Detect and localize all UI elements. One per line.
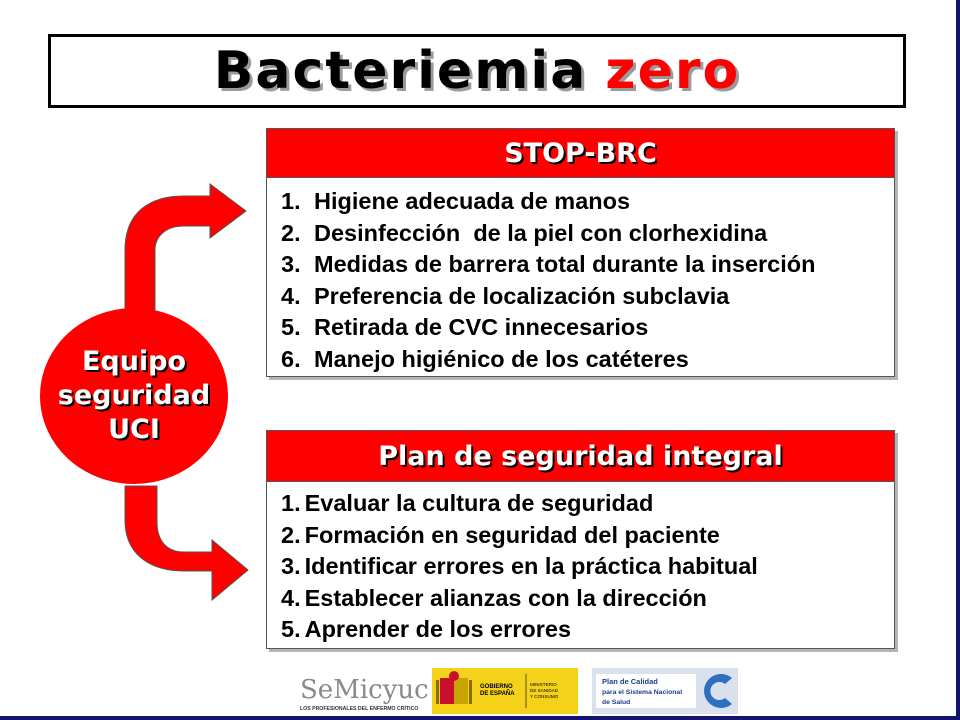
svg-text:Y CONSUMO: Y CONSUMO bbox=[530, 694, 559, 699]
arrow-down-to-plan bbox=[125, 486, 248, 600]
svg-text:DE SANIDAD: DE SANIDAD bbox=[530, 688, 559, 693]
semicyuc-name: SeMicyuc bbox=[300, 675, 429, 705]
list-item: 4. Establecer alianzas con la dirección bbox=[281, 584, 707, 611]
team-node-line-1: Equipo bbox=[81, 346, 187, 377]
safety-plan-list bbox=[267, 482, 894, 646]
stop-brc-list bbox=[267, 178, 894, 375]
list-item: 6. Manejo higiénico de los catéteres bbox=[281, 345, 689, 372]
quality-plan-logo bbox=[592, 668, 738, 714]
stop-brc-panel bbox=[266, 128, 895, 377]
arrow-up-to-stop-brc bbox=[125, 184, 246, 310]
list-item: 2. Desinfección de la piel con clorhexidina bbox=[281, 219, 768, 246]
list-item: 5. Aprender de los errores bbox=[281, 616, 572, 642]
svg-text:Plan de Calidad: Plan de Calidad bbox=[602, 677, 658, 686]
list-item: 3. Medidas de barrera total durante la inserción bbox=[281, 251, 816, 277]
list-item: 1. Evaluar la cultura de seguridad bbox=[281, 490, 654, 516]
semicyuc-logo bbox=[296, 668, 429, 714]
svg-text:DE ESPAÑA: DE ESPAÑA bbox=[480, 691, 515, 697]
team-node-line-3: UCI bbox=[108, 414, 160, 445]
svg-text:para el Sistema Nacional: para el Sistema Nacional bbox=[602, 689, 683, 696]
semicyuc-tagline: LOS PROFESIONALES DEL ENFERMO CRÍTICO bbox=[300, 706, 419, 712]
stop-brc-header: STOP-BRC bbox=[267, 129, 894, 178]
team-node-line-2: seguridad bbox=[57, 380, 211, 411]
svg-text:MINISTERIO: MINISTERIO bbox=[530, 682, 557, 687]
safety-plan-header: Plan de seguridad integral bbox=[267, 431, 894, 482]
title-main: Bacteriemia bbox=[213, 41, 588, 101]
team-node bbox=[40, 308, 228, 484]
list-item: 4. Preferencia de localización subclavia bbox=[281, 282, 730, 309]
title-accent: zero bbox=[605, 41, 741, 101]
safety-plan-panel bbox=[266, 430, 895, 649]
government-logo bbox=[432, 668, 578, 714]
list-item: 1. Higiene adecuada de manos bbox=[281, 188, 631, 214]
list-item: 5. Retirada de CVC innecesarios bbox=[281, 314, 649, 340]
list-item: 3. Identificar errores en la práctica habitual bbox=[281, 553, 758, 579]
svg-text:GOBIERNO: GOBIERNO bbox=[480, 684, 513, 690]
svg-text:de Salud: de Salud bbox=[602, 699, 631, 706]
list-item: 2. Formación en seguridad del paciente bbox=[281, 521, 720, 548]
